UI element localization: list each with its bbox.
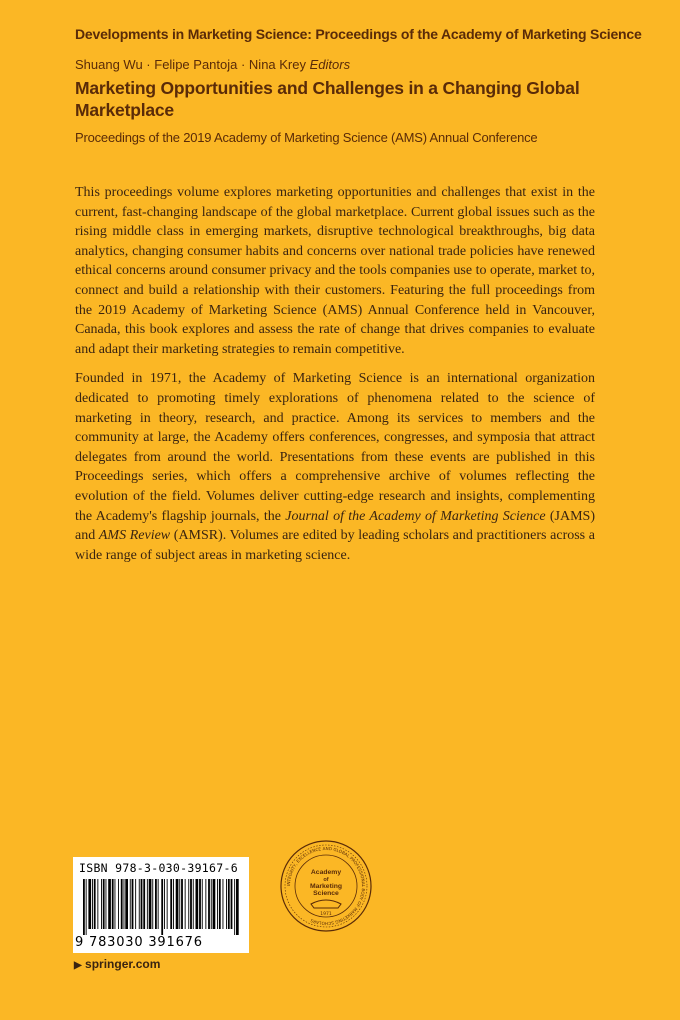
barcode-bar bbox=[121, 879, 123, 929]
barcode-bar bbox=[213, 879, 216, 929]
barcode-bar bbox=[199, 879, 201, 929]
barcode-bar bbox=[86, 879, 87, 935]
barcode-bar bbox=[231, 879, 233, 929]
series-title: Developments in Marketing Science: Proceedings of the Academy of Marketing Science bbox=[75, 26, 642, 42]
barcode-bar bbox=[217, 879, 218, 929]
barcode-bar bbox=[190, 879, 192, 929]
editors-role: Editors bbox=[309, 57, 351, 72]
barcode-bar bbox=[211, 879, 212, 929]
barcode-bar bbox=[108, 879, 111, 929]
p2-text-2: (JAMS) and bbox=[75, 508, 595, 544]
arrow-icon: ▶ bbox=[74, 960, 82, 971]
barcode-bar bbox=[205, 879, 206, 929]
barcode-bar bbox=[101, 879, 102, 929]
ams-seal-icon bbox=[278, 838, 374, 934]
barcode-bar bbox=[179, 879, 180, 929]
p2-text-3: (AMSR). Volumes are edited by leading scholars and practitioners across a wide range of subject areas in marketing science. bbox=[75, 528, 595, 563]
barcode-bar bbox=[181, 879, 183, 929]
barcode-bar bbox=[167, 879, 168, 929]
barcode-bar bbox=[92, 879, 93, 929]
barcode-bar bbox=[226, 879, 227, 929]
barcode-bar bbox=[115, 879, 116, 929]
barcode-bar bbox=[143, 879, 145, 929]
journal-amsr: AMS Review bbox=[98, 528, 171, 544]
journal-jams: Journal of the Academy of Marketing Science bbox=[285, 508, 546, 524]
barcode-bar bbox=[196, 879, 199, 929]
barcode-bar bbox=[176, 879, 179, 929]
barcode-bar bbox=[94, 879, 96, 929]
barcode-bar bbox=[88, 879, 91, 929]
barcode-bar bbox=[234, 879, 235, 935]
barcode-bar bbox=[106, 879, 107, 929]
editor-names: Shuang Wu · Felipe Pantoja · Nina Krey bbox=[75, 57, 306, 72]
seal-name-1: Academy bbox=[310, 869, 342, 876]
barcode-bar bbox=[135, 879, 136, 929]
barcode-bar bbox=[208, 879, 210, 929]
barcode-bar bbox=[149, 879, 152, 929]
barcode-bar bbox=[228, 879, 230, 929]
barcode-bar bbox=[193, 879, 194, 929]
barcode-bar bbox=[141, 879, 143, 929]
barcode-bar bbox=[124, 879, 125, 929]
barcode-bar bbox=[97, 879, 98, 929]
barcode-bar bbox=[188, 879, 189, 929]
barcode-bar bbox=[236, 879, 239, 935]
barcode-bar bbox=[83, 879, 85, 935]
book-subtitle: Proceedings of the 2019 Academy of Marketing Science (AMS) Annual Conference bbox=[75, 130, 538, 145]
blurb bbox=[75, 183, 595, 575]
seal-name-4: Science bbox=[313, 890, 339, 897]
publisher-url: springer.com bbox=[85, 957, 161, 971]
seal-name-2: of bbox=[323, 877, 329, 883]
barcode-bar bbox=[152, 879, 153, 929]
barcode-bar bbox=[130, 879, 131, 929]
barcode-bar bbox=[173, 879, 174, 929]
publisher-link[interactable] bbox=[74, 957, 160, 971]
barcode-bars bbox=[83, 879, 239, 935]
barcode-bar bbox=[118, 879, 119, 929]
barcode-bar bbox=[164, 879, 165, 929]
isbn-text: ISBN 978-3-030-39167-6 bbox=[79, 861, 238, 875]
barcode-bar bbox=[155, 879, 157, 929]
barcode-bar bbox=[185, 879, 186, 929]
barcode-bar bbox=[219, 879, 221, 929]
barcode-bar bbox=[158, 879, 159, 929]
barcode-bar bbox=[170, 879, 172, 929]
seal-lamp-icon bbox=[311, 900, 341, 908]
book-title: Marketing Opportunities and Challenges in a Changing Global Marketplace bbox=[75, 78, 580, 120]
barcode-bar bbox=[112, 879, 114, 929]
seal-year: 1971 bbox=[320, 912, 332, 917]
barcode-bar bbox=[147, 879, 148, 929]
blurb-paragraph-2 bbox=[75, 369, 595, 565]
editors-line bbox=[75, 57, 350, 72]
barcode-bar bbox=[223, 879, 224, 929]
p2-text-1: Founded in 1971, the Academy of Marketing Science is an international organization dedicated to promoting timely explorations of phenomena related to the science of marketing in theory, research, and practice. Among its services to members and the community at large, the Academy offers conferences, congresses, and symposia that attract delegates from around the world. Presentations from these events are published in this Proceedings series, which offers a comprehensive archive of volumes reflecting the evolution of the field. Volumes deliver cutting-edge research and insights, complementing the Academy's flagship journals, the bbox=[75, 371, 595, 524]
barcode-bar bbox=[125, 879, 128, 929]
seal-name-3: Marketing bbox=[309, 883, 343, 890]
isbn-barcode bbox=[73, 857, 249, 953]
ean-digits: 9 783030 391676 bbox=[75, 935, 203, 950]
barcode-bar bbox=[132, 879, 134, 929]
seal-ring-text: INTEGRITY, EXCELLENCE AND GLOBAL PROFESSIONAL BODY OF MARKETING SCHOLARS bbox=[285, 845, 367, 927]
barcode-bar bbox=[202, 879, 203, 929]
barcode-bar bbox=[139, 879, 140, 929]
barcode-bar bbox=[103, 879, 105, 929]
barcode-bar bbox=[161, 879, 163, 935]
blurb-paragraph-1: This proceedings volume explores marketing opportunities and challenges that exist in the current, fast-changing landscape of the global marketplace. Current global issues such as the rising middle class in emerging markets, disruptive technological breakthroughs, big data analytics, changing consumer habits and concerns over national trade policies have renewed ethical concerns around consumer privacy and the tools companies use to operate, market to, connect and build a relationship with their customers. Featuring the full proceedings from the 2019 Academy of Marketing Science (AMS) Annual Conference held in Vancouver, Canada, this book explores and assess the rate of change that drives companies to evaluate and adapt their marketing strategies to remain competitive. bbox=[75, 185, 595, 357]
